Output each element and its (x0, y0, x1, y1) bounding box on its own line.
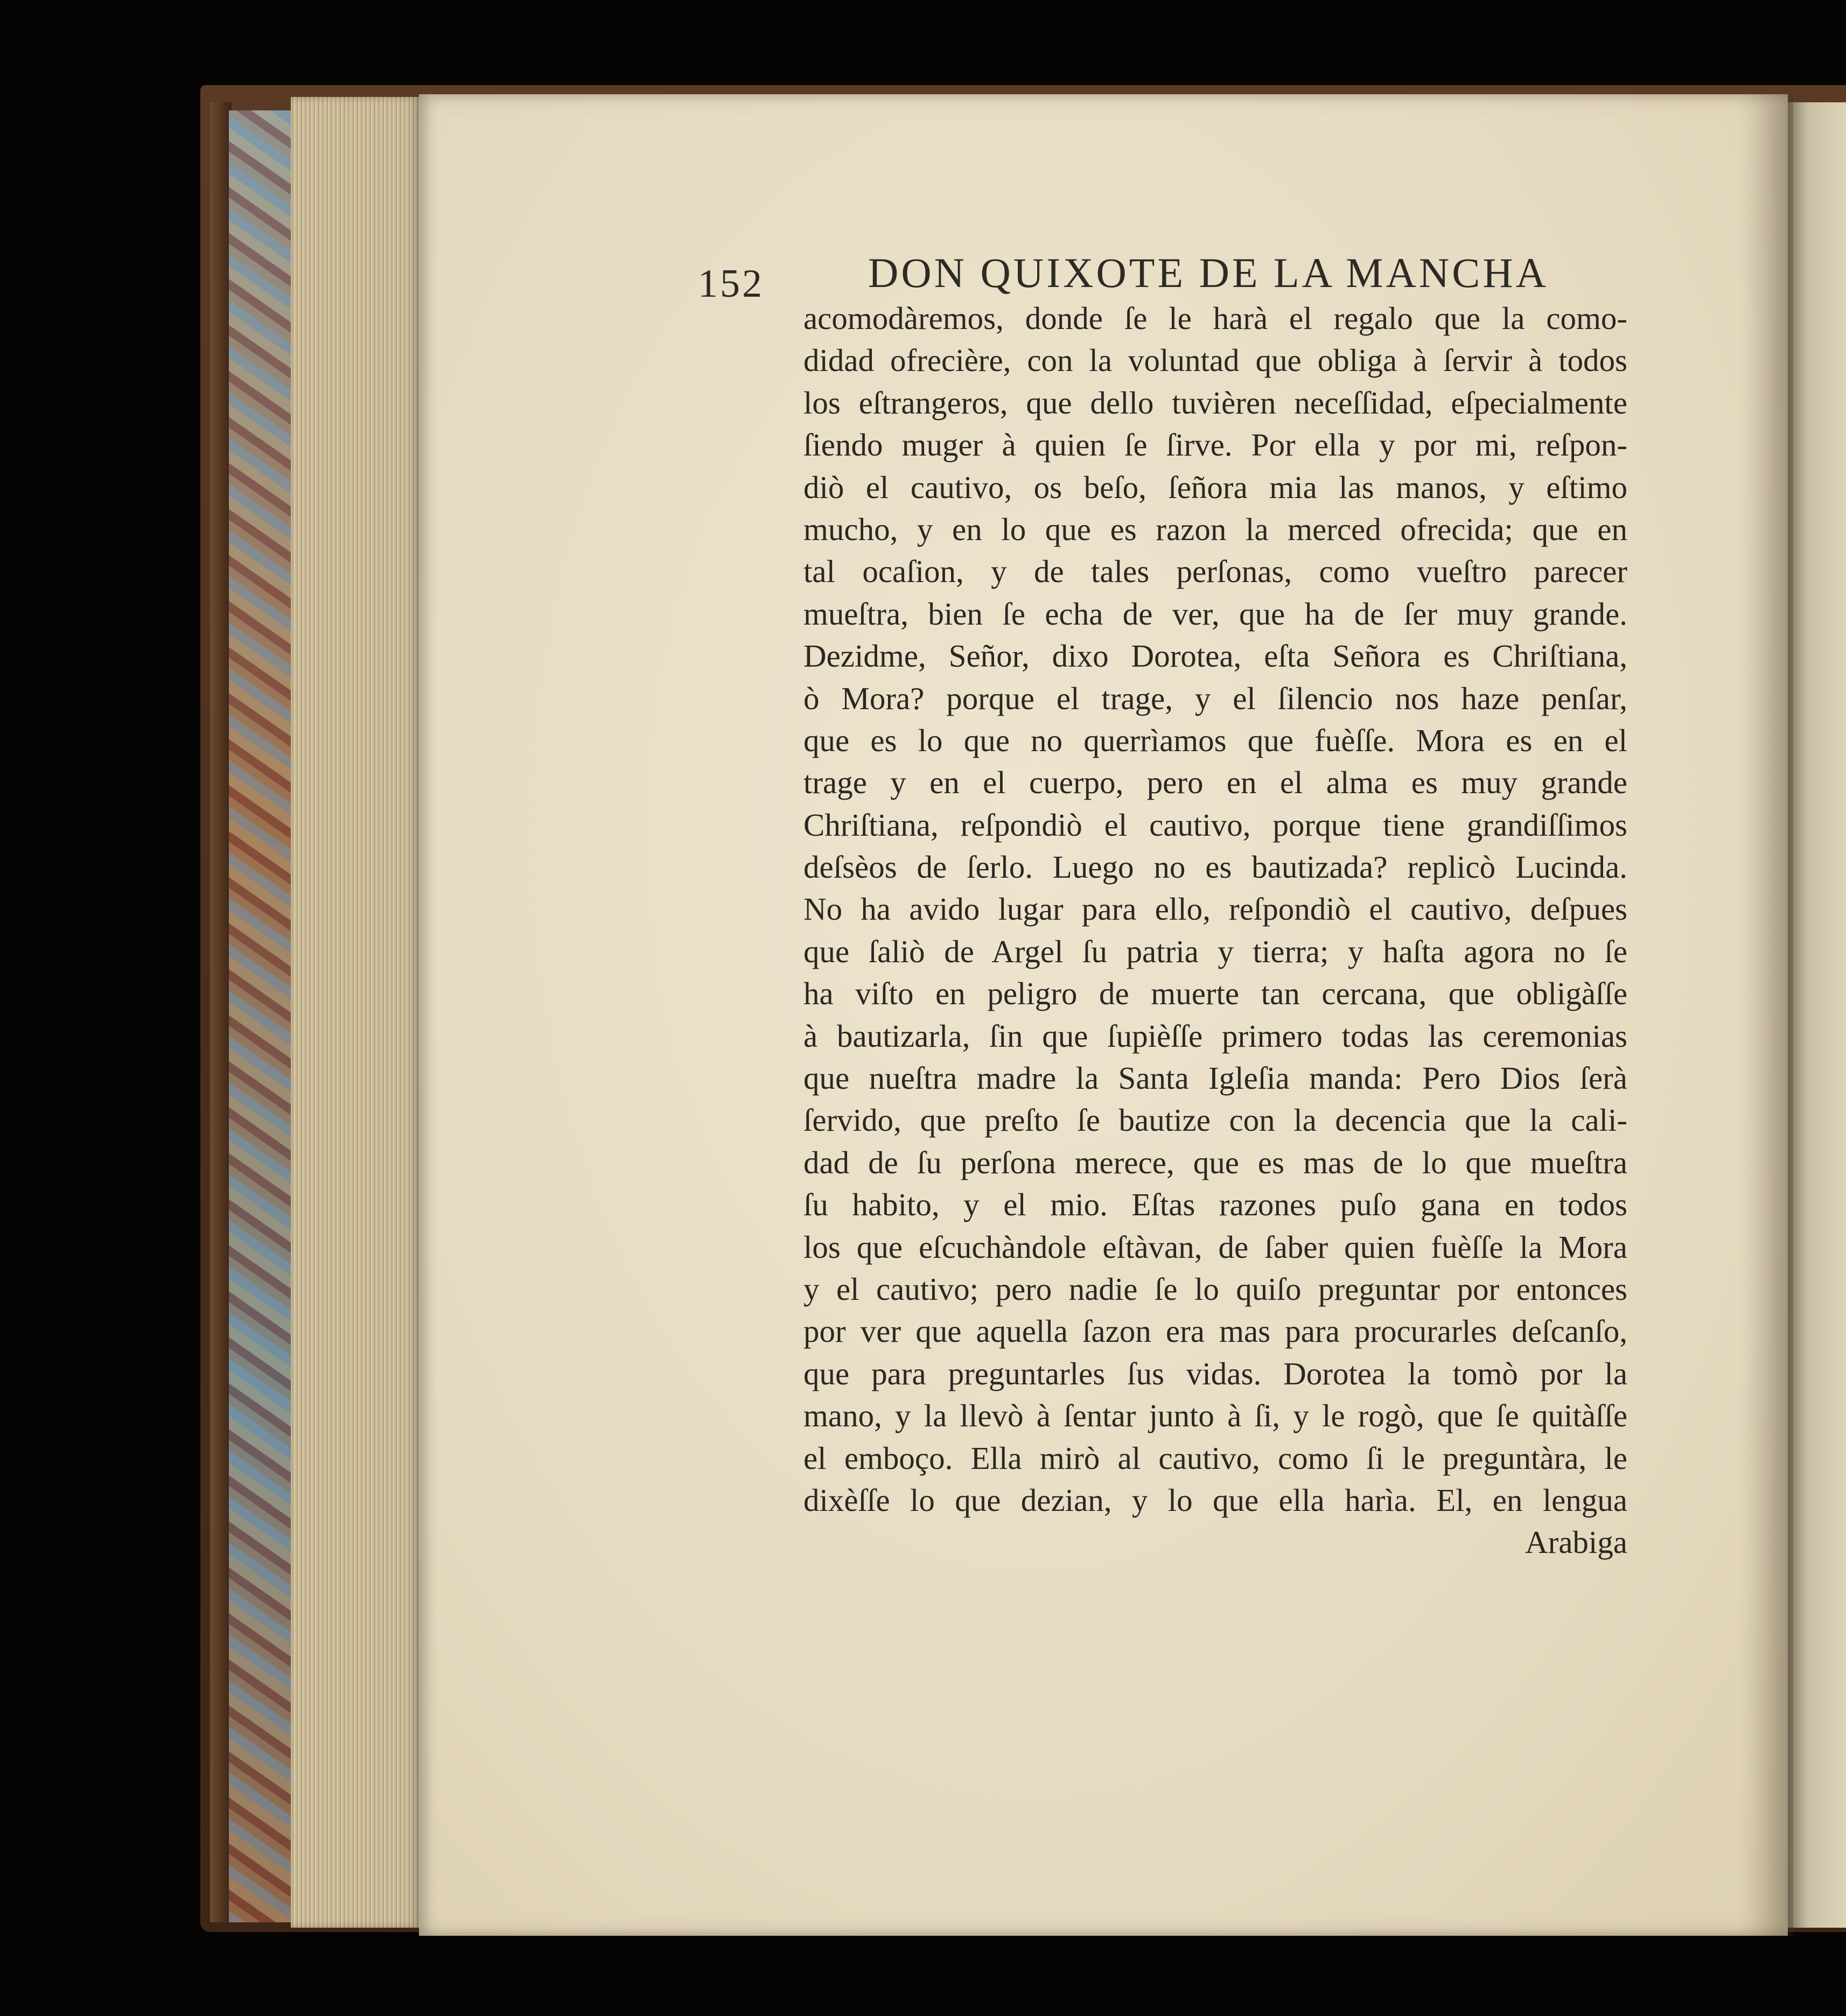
text-line: No ha avido lugar para ello, reſpondiò el cautivo, deſpues (803, 891, 1627, 927)
body-text (803, 297, 1627, 1590)
text-line: trage y en el cuerpo, pero en el alma es muy grande (803, 765, 1627, 801)
facing-page-edge (1788, 102, 1846, 1928)
text-line: dixèſſe lo que dezian, y lo que ella harìa. El, en lengua (803, 1482, 1627, 1518)
marbled-edge (229, 110, 293, 1922)
text-line: ò Mora? porque el trage, y el ſilencio nos haze penſar, (803, 680, 1627, 716)
text-line: que ſaliò de Argel ſu patria y tierra; y haſta agora no ſe (803, 933, 1627, 969)
running-head: DON QUIXOTE DE LA MANCHA (868, 249, 1549, 296)
text-line: à bautizarla, ſin que ſupièſſe primero todas las ceremonias (803, 1018, 1627, 1054)
text-line: mucho, y en lo que es razon la merced ofrecida; que en (803, 511, 1627, 547)
text-line: ſervido, que preſto ſe bautize con la decencia que la cali- (803, 1102, 1627, 1138)
text-line: los que eſcuchàndole eſtàvan, de ſaber quien fuèſſe la Mora (803, 1229, 1627, 1265)
text-line: que nueſtra madre la Santa Igleſia manda: Pero Dios ſerà (803, 1060, 1627, 1096)
text-line: por ver que aquella ſazon era mas para procurarles deſcanſo, (803, 1313, 1627, 1349)
text-line: Dezidme, Señor, dixo Dorotea, eſta Señora es Chriſtiana, (803, 638, 1627, 674)
text-line: Chriſtiana, reſpondiò el cautivo, porque tiene grandiſſimos (803, 807, 1627, 843)
text-line: y el cautivo; pero nadie ſe lo quiſo preguntar por entonces (803, 1271, 1627, 1307)
text-line: que es lo que no querrìamos que fuèſſe. Mora es en el (803, 722, 1627, 758)
catchword: Arabiga (1525, 1524, 1627, 1560)
text-line: los eſtrangeros, que dello tuvièren neceſſidad, eſpecialmente (803, 384, 1627, 421)
text-line: ha viſto en peligro de muerte tan cercana, que obligàſſe (803, 976, 1627, 1012)
cover-edge (210, 102, 232, 1922)
text-line: tal ocaſion, y de tales perſonas, como vueſtro parecer (803, 554, 1627, 590)
text-line: que para preguntarles ſus vidas. Dorotea la tomò por la (803, 1355, 1627, 1391)
text-line: didad ofrecière, con la voluntad que obliga à ſervir à todos (803, 342, 1627, 379)
text-line: dad de ſu perſona merece, que es mas de lo que mueſtra (803, 1144, 1627, 1180)
text-line: mano, y la llevò à ſentar junto à ſi, y le rogò, que ſe quitàſſe (803, 1398, 1627, 1434)
text-line: mueſtra, bien ſe echa de ver, que ha de ſer muy grande. (803, 596, 1627, 632)
text-line: ſiendo muger à quien ſe ſirve. Por ella y por mi, reſpon- (803, 427, 1627, 463)
page-number: 152 (698, 262, 764, 306)
text-line: diò el cautivo, os beſo, ſeñora mia las manos, y eſtimo (803, 469, 1627, 505)
text-line: el emboço. Ella mirò al cautivo, como ſi le preguntàra, le (803, 1440, 1627, 1476)
gutter-shadow (1739, 94, 1793, 1936)
text-line: acomodàremos, donde ſe le harà el regalo que la como- (803, 300, 1627, 336)
text-line: deſsèos de ſerlo. Luego no es bautizada? replicò Lucinda. (803, 849, 1627, 885)
page-block-edges (291, 97, 420, 1928)
text-line: ſu habito, y el mio. Eſtas razones puſo gana en todos (803, 1187, 1627, 1223)
